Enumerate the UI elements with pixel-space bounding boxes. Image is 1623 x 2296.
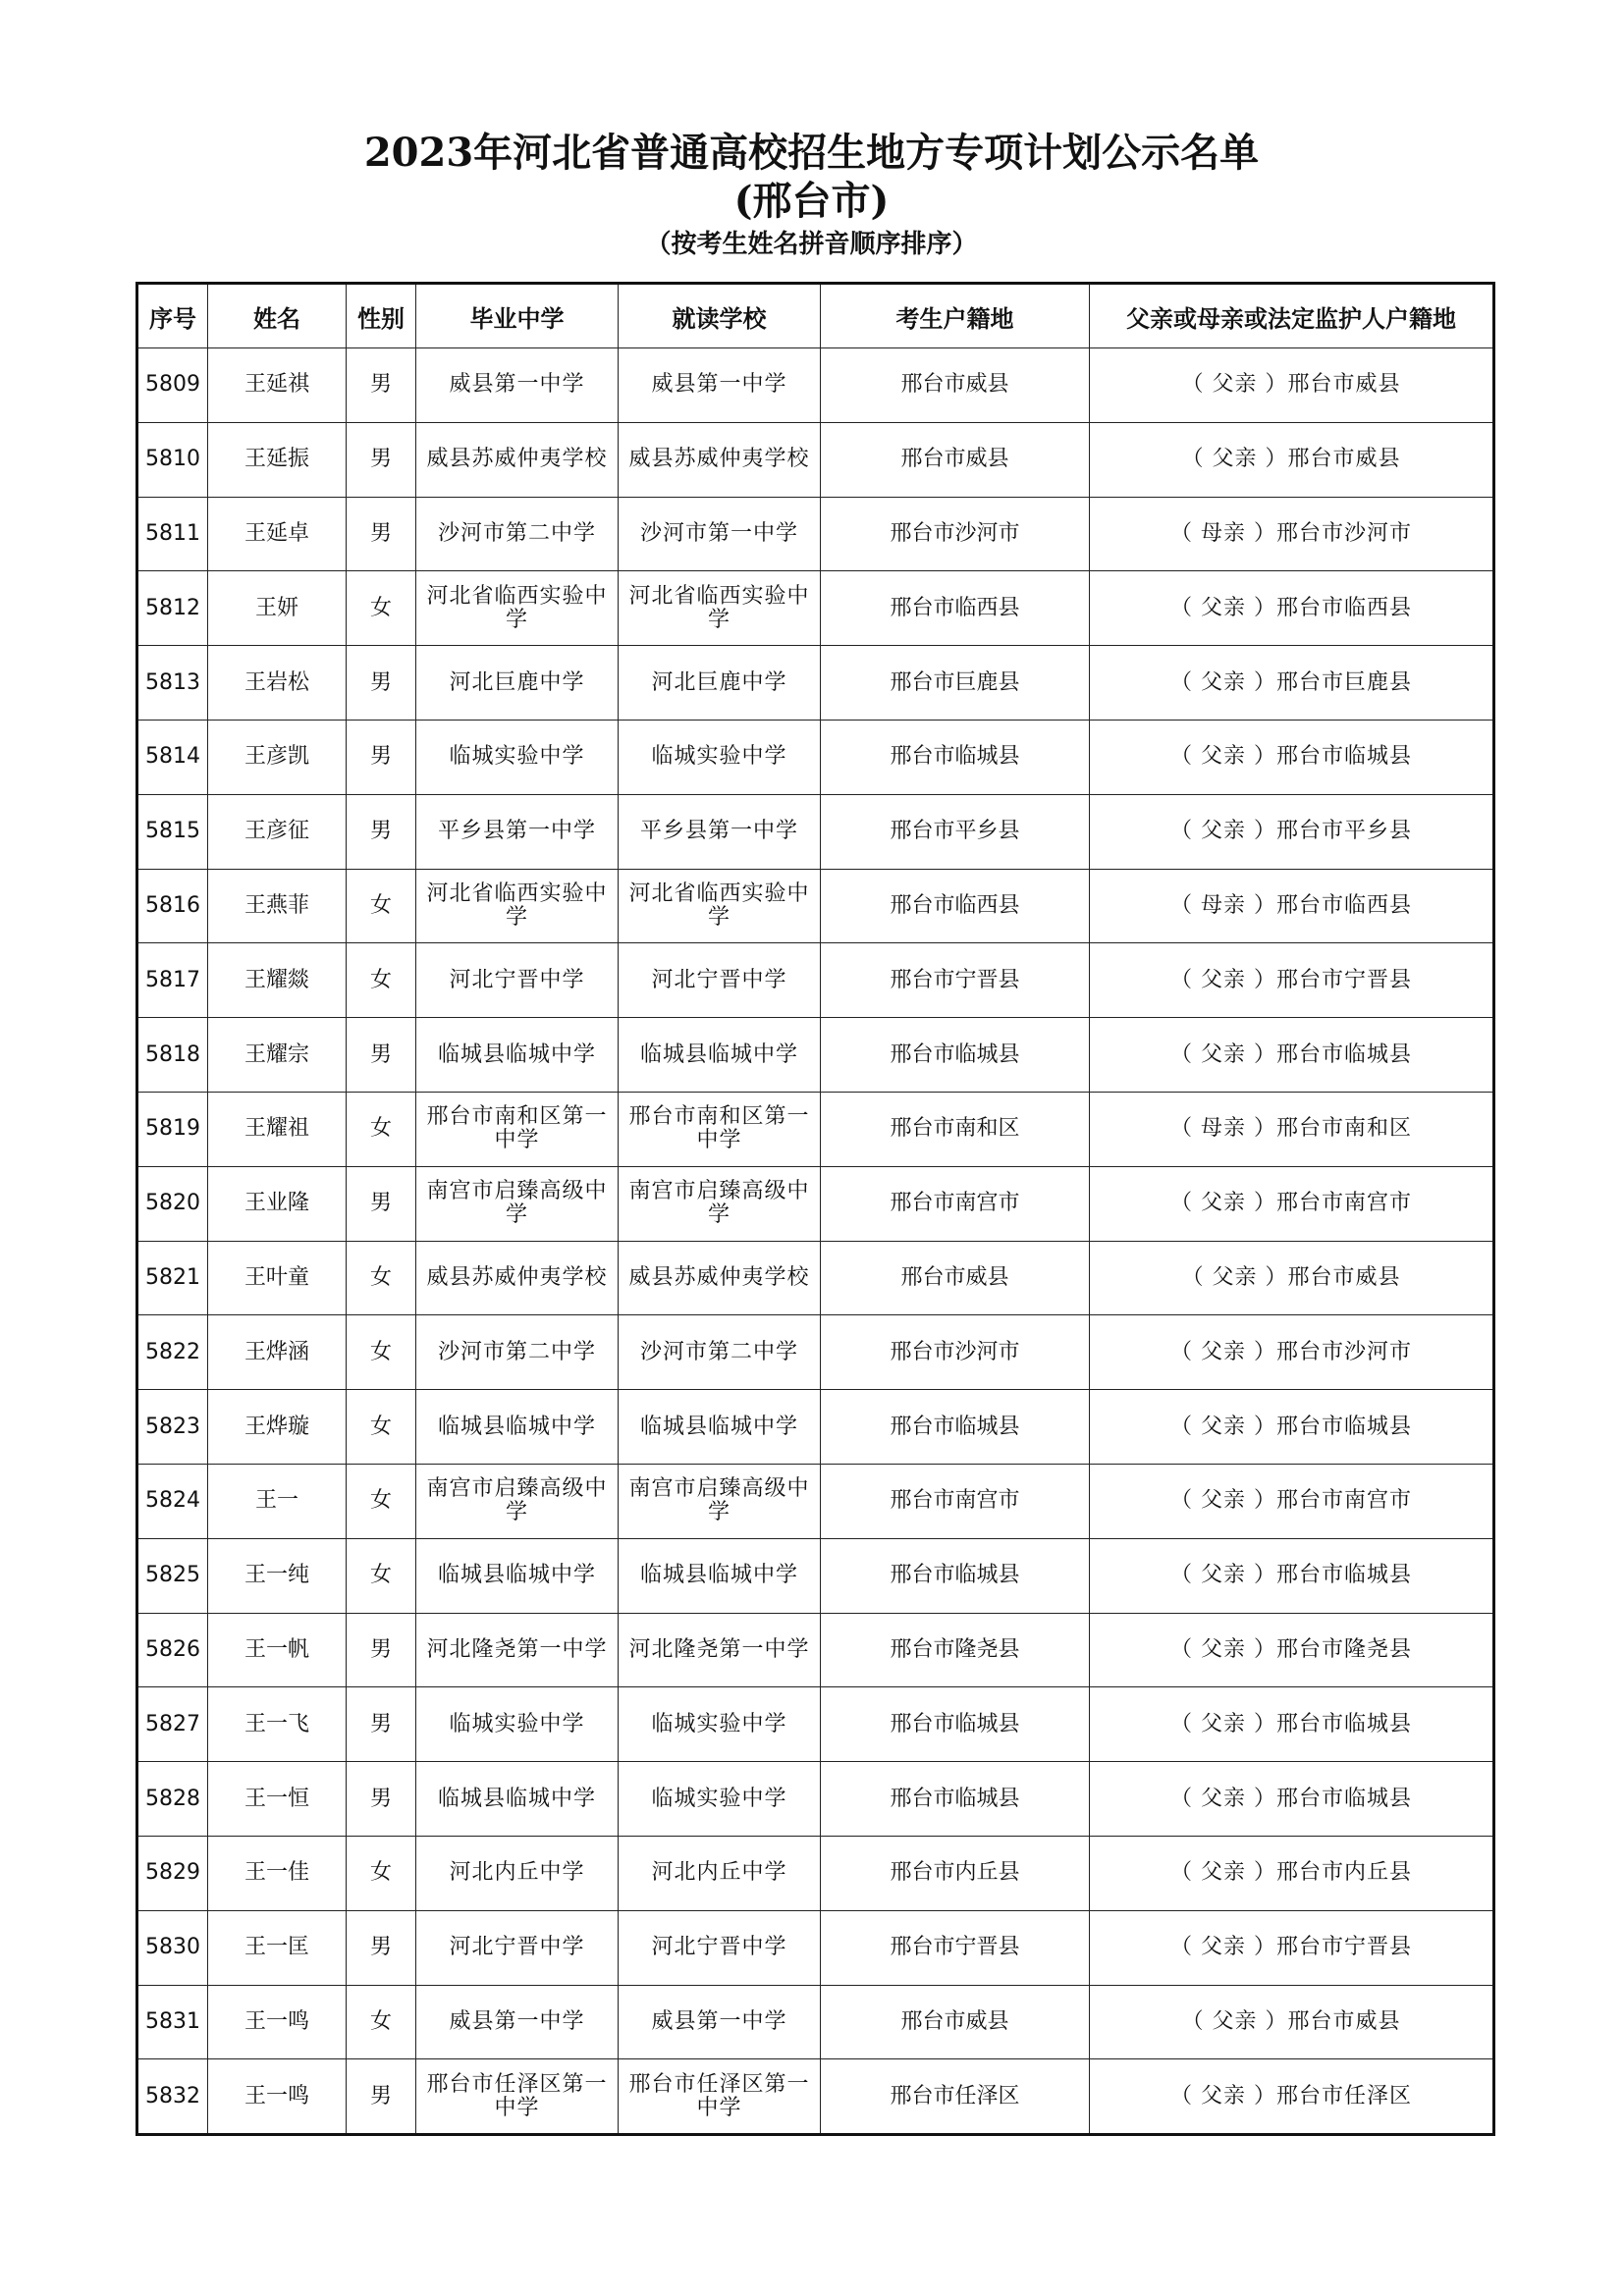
cell-name: 王烨涵: [208, 1315, 347, 1390]
cell-no: 5811: [137, 497, 208, 571]
sort-note: （按考生姓名拼音顺序排序）: [645, 230, 978, 259]
table-header-row: [137, 284, 1494, 348]
cell-grad-school: 威县第一中学: [416, 1985, 619, 2059]
table-row: [137, 869, 1494, 943]
table-row: [137, 497, 1494, 571]
cell-guardian-residence: （ 父亲 ）邢台市隆尧县: [1090, 1613, 1494, 1687]
cell-residence: 邢台市沙河市: [821, 1315, 1090, 1390]
cell-residence: 邢台市临城县: [821, 1018, 1090, 1093]
cell-grad-school: 河北巨鹿中学: [416, 646, 619, 721]
table-row: [137, 1390, 1494, 1465]
table-row: [137, 2059, 1494, 2135]
table-row: [137, 1762, 1494, 1837]
header-current-school: 就读学校: [619, 284, 821, 348]
cell-current-school: 南宫市启臻高级中学: [619, 1166, 821, 1241]
table-row: [137, 943, 1494, 1018]
cell-gender: 男: [347, 422, 416, 497]
cell-no: 5810: [137, 422, 208, 497]
table-row: [137, 1985, 1494, 2059]
cell-grad-school: 河北省临西实验中学: [416, 571, 619, 646]
roster-table: [135, 282, 1495, 2136]
cell-no: 5832: [137, 2059, 208, 2135]
cell-grad-school: 河北省临西实验中学: [416, 869, 619, 943]
cell-residence: 邢台市威县: [821, 1985, 1090, 2059]
cell-name: 王耀祖: [208, 1092, 347, 1166]
cell-current-school: 临城实验中学: [619, 720, 821, 794]
cell-no: 5829: [137, 1836, 208, 1910]
table-body: [137, 348, 1494, 2135]
cell-guardian-residence: （ 母亲 ）邢台市南和区: [1090, 1092, 1494, 1166]
cell-gender: 女: [347, 1985, 416, 2059]
cell-guardian-residence: （ 父亲 ）邢台市临城县: [1090, 1390, 1494, 1465]
cell-no: 5812: [137, 571, 208, 646]
cell-name: 王燕菲: [208, 869, 347, 943]
cell-current-school: 邢台市任泽区第一中学: [619, 2059, 821, 2135]
cell-name: 王耀燚: [208, 943, 347, 1018]
cell-grad-school: 临城县临城中学: [416, 1762, 619, 1837]
cell-grad-school: 临城实验中学: [416, 720, 619, 794]
cell-guardian-residence: （ 父亲 ）邢台市临城县: [1090, 1762, 1494, 1837]
cell-current-school: 临城县临城中学: [619, 1538, 821, 1613]
cell-name: 王妍: [208, 571, 347, 646]
cell-current-school: 平乡县第一中学: [619, 794, 821, 869]
cell-guardian-residence: （ 父亲 ）邢台市任泽区: [1090, 2059, 1494, 2135]
cell-no: 5814: [137, 720, 208, 794]
cell-gender: 男: [347, 1687, 416, 1762]
cell-name: 王一纯: [208, 1538, 347, 1613]
cell-grad-school: 南宫市启臻高级中学: [416, 1166, 619, 1241]
cell-no: 5819: [137, 1092, 208, 1166]
cell-residence: 邢台市巨鹿县: [821, 646, 1090, 721]
cell-no: 5830: [137, 1910, 208, 1985]
cell-name: 王一飞: [208, 1687, 347, 1762]
table-row: [137, 1092, 1494, 1166]
cell-guardian-residence: （ 父亲 ）邢台市宁晋县: [1090, 1910, 1494, 1985]
cell-residence: 邢台市宁晋县: [821, 1910, 1090, 1985]
cell-gender: 男: [347, 720, 416, 794]
table-row: [137, 571, 1494, 646]
cell-gender: 男: [347, 1613, 416, 1687]
cell-name: 王延振: [208, 422, 347, 497]
cell-gender: 女: [347, 943, 416, 1018]
cell-name: 王业隆: [208, 1166, 347, 1241]
cell-residence: 邢台市临城县: [821, 1390, 1090, 1465]
cell-no: 5824: [137, 1464, 208, 1538]
cell-current-school: 临城县临城中学: [619, 1018, 821, 1093]
cell-no: 5820: [137, 1166, 208, 1241]
cell-guardian-residence: （ 父亲 ）邢台市威县: [1090, 1985, 1494, 2059]
cell-name: 王彦征: [208, 794, 347, 869]
cell-grad-school: 沙河市第二中学: [416, 497, 619, 571]
cell-residence: 邢台市临城县: [821, 1762, 1090, 1837]
header-gender: 性别: [347, 284, 416, 348]
cell-current-school: 河北省临西实验中学: [619, 571, 821, 646]
cell-grad-school: 平乡县第一中学: [416, 794, 619, 869]
cell-grad-school: 临城县临城中学: [416, 1390, 619, 1465]
cell-grad-school: 河北宁晋中学: [416, 1910, 619, 1985]
cell-guardian-residence: （ 父亲 ）邢台市临城县: [1090, 720, 1494, 794]
cell-guardian-residence: （ 父亲 ）邢台市临西县: [1090, 571, 1494, 646]
cell-gender: 男: [347, 1166, 416, 1241]
cell-guardian-residence: （ 父亲 ）邢台市巨鹿县: [1090, 646, 1494, 721]
cell-grad-school: 邢台市任泽区第一中学: [416, 2059, 619, 2135]
cell-gender: 女: [347, 1092, 416, 1166]
cell-current-school: 威县第一中学: [619, 1985, 821, 2059]
cell-name: 王叶童: [208, 1241, 347, 1315]
cell-current-school: 河北隆尧第一中学: [619, 1613, 821, 1687]
cell-grad-school: 临城县临城中学: [416, 1018, 619, 1093]
page-title: 2023年河北省普通高校招生地方专项计划公示名单: [363, 130, 1260, 176]
cell-name: 王延祺: [208, 348, 347, 423]
cell-gender: 女: [347, 1390, 416, 1465]
cell-no: 5809: [137, 348, 208, 423]
cell-name: 王一佳: [208, 1836, 347, 1910]
cell-guardian-residence: （ 父亲 ）邢台市威县: [1090, 422, 1494, 497]
cell-guardian-residence: （ 父亲 ）邢台市南宫市: [1090, 1166, 1494, 1241]
cell-grad-school: 临城实验中学: [416, 1687, 619, 1762]
cell-guardian-residence: （ 父亲 ）邢台市威县: [1090, 1241, 1494, 1315]
cell-gender: 女: [347, 869, 416, 943]
cell-grad-school: 沙河市第二中学: [416, 1315, 619, 1390]
cell-current-school: 河北内丘中学: [619, 1836, 821, 1910]
cell-no: 5825: [137, 1538, 208, 1613]
cell-gender: 女: [347, 571, 416, 646]
table-row: [137, 348, 1494, 423]
cell-gender: 男: [347, 348, 416, 423]
cell-guardian-residence: （ 父亲 ）邢台市平乡县: [1090, 794, 1494, 869]
cell-gender: 男: [347, 1910, 416, 1985]
cell-current-school: 威县苏威仲夷学校: [619, 422, 821, 497]
cell-grad-school: 威县第一中学: [416, 348, 619, 423]
cell-name: 王延卓: [208, 497, 347, 571]
cell-gender: 女: [347, 1464, 416, 1538]
cell-current-school: 临城实验中学: [619, 1762, 821, 1837]
cell-no: 5823: [137, 1390, 208, 1465]
cell-name: 王耀宗: [208, 1018, 347, 1093]
cell-grad-school: 威县苏威仲夷学校: [416, 422, 619, 497]
cell-name: 王一鸣: [208, 2059, 347, 2135]
cell-gender: 男: [347, 646, 416, 721]
cell-name: 王一帆: [208, 1613, 347, 1687]
table-row: [137, 794, 1494, 869]
cell-guardian-residence: （ 母亲 ）邢台市沙河市: [1090, 497, 1494, 571]
cell-gender: 女: [347, 1836, 416, 1910]
cell-current-school: 临城实验中学: [619, 1687, 821, 1762]
cell-residence: 邢台市临城县: [821, 1687, 1090, 1762]
table-row: [137, 1613, 1494, 1687]
cell-no: 5821: [137, 1241, 208, 1315]
cell-name: 王烨璇: [208, 1390, 347, 1465]
cell-residence: 邢台市威县: [821, 422, 1090, 497]
cell-current-school: 河北宁晋中学: [619, 1910, 821, 1985]
cell-residence: 邢台市威县: [821, 1241, 1090, 1315]
cell-current-school: 河北省临西实验中学: [619, 869, 821, 943]
cell-guardian-residence: （ 父亲 ）邢台市临城县: [1090, 1538, 1494, 1613]
cell-current-school: 南宫市启臻高级中学: [619, 1464, 821, 1538]
table-row: [137, 422, 1494, 497]
cell-residence: 邢台市内丘县: [821, 1836, 1090, 1910]
cell-guardian-residence: （ 父亲 ）邢台市宁晋县: [1090, 943, 1494, 1018]
cell-residence: 邢台市临西县: [821, 869, 1090, 943]
cell-name: 王岩松: [208, 646, 347, 721]
cell-current-school: 沙河市第二中学: [619, 1315, 821, 1390]
cell-guardian-residence: （ 父亲 ）邢台市南宫市: [1090, 1464, 1494, 1538]
table-row: [137, 1464, 1494, 1538]
cell-grad-school: 河北宁晋中学: [416, 943, 619, 1018]
table-row: [137, 1315, 1494, 1390]
cell-gender: 女: [347, 1538, 416, 1613]
table-row: [137, 720, 1494, 794]
cell-no: 5813: [137, 646, 208, 721]
cell-no: 5815: [137, 794, 208, 869]
table-row: [137, 1687, 1494, 1762]
cell-guardian-residence: （ 父亲 ）邢台市威县: [1090, 348, 1494, 423]
cell-residence: 邢台市临城县: [821, 720, 1090, 794]
cell-residence: 邢台市南和区: [821, 1092, 1090, 1166]
cell-current-school: 威县第一中学: [619, 348, 821, 423]
cell-current-school: 临城县临城中学: [619, 1390, 821, 1465]
cell-grad-school: 河北隆尧第一中学: [416, 1613, 619, 1687]
cell-residence: 邢台市临西县: [821, 571, 1090, 646]
table-row: [137, 1538, 1494, 1613]
cell-gender: 男: [347, 2059, 416, 2135]
cell-residence: 邢台市南宫市: [821, 1166, 1090, 1241]
cell-grad-school: 威县苏威仲夷学校: [416, 1241, 619, 1315]
cell-gender: 女: [347, 1241, 416, 1315]
cell-guardian-residence: （ 父亲 ）邢台市临城县: [1090, 1687, 1494, 1762]
table-row: [137, 646, 1494, 721]
cell-residence: 邢台市临城县: [821, 1538, 1090, 1613]
cell-gender: 男: [347, 1762, 416, 1837]
header-name: 姓名: [208, 284, 347, 348]
table-row: [137, 1910, 1494, 1985]
cell-current-school: 沙河市第一中学: [619, 497, 821, 571]
cell-no: 5826: [137, 1613, 208, 1687]
cell-name: 王一: [208, 1464, 347, 1538]
cell-gender: 男: [347, 497, 416, 571]
cell-no: 5828: [137, 1762, 208, 1837]
table-row: [137, 1241, 1494, 1315]
table-row: [137, 1018, 1494, 1093]
cell-no: 5816: [137, 869, 208, 943]
cell-grad-school: 河北内丘中学: [416, 1836, 619, 1910]
cell-current-school: 邢台市南和区第一中学: [619, 1092, 821, 1166]
cell-name: 王一恒: [208, 1762, 347, 1837]
cell-current-school: 河北宁晋中学: [619, 943, 821, 1018]
table-row: [137, 1836, 1494, 1910]
table-row: [137, 1166, 1494, 1241]
cell-guardian-residence: （ 父亲 ）邢台市沙河市: [1090, 1315, 1494, 1390]
cell-residence: 邢台市任泽区: [821, 2059, 1090, 2135]
cell-guardian-residence: （ 父亲 ）邢台市内丘县: [1090, 1836, 1494, 1910]
cell-guardian-residence: （ 母亲 ）邢台市临西县: [1090, 869, 1494, 943]
cell-guardian-residence: （ 父亲 ）邢台市临城县: [1090, 1018, 1494, 1093]
cell-residence: 邢台市威县: [821, 348, 1090, 423]
cell-residence: 邢台市沙河市: [821, 497, 1090, 571]
cell-residence: 邢台市隆尧县: [821, 1613, 1090, 1687]
header-no: 序号: [137, 284, 208, 348]
cell-residence: 邢台市南宫市: [821, 1464, 1090, 1538]
cell-no: 5827: [137, 1687, 208, 1762]
cell-gender: 男: [347, 794, 416, 869]
cell-gender: 男: [347, 1018, 416, 1093]
header-residence: 考生户籍地: [821, 284, 1090, 348]
cell-grad-school: 临城县临城中学: [416, 1538, 619, 1613]
cell-no: 5822: [137, 1315, 208, 1390]
cell-no: 5831: [137, 1985, 208, 2059]
cell-residence: 邢台市平乡县: [821, 794, 1090, 869]
cell-current-school: 河北巨鹿中学: [619, 646, 821, 721]
cell-no: 5817: [137, 943, 208, 1018]
cell-name: 王一鸣: [208, 1985, 347, 2059]
cell-gender: 女: [347, 1315, 416, 1390]
cell-name: 王彦凯: [208, 720, 347, 794]
header-grad-school: 毕业中学: [416, 284, 619, 348]
cell-grad-school: 南宫市启臻高级中学: [416, 1464, 619, 1538]
cell-current-school: 威县苏威仲夷学校: [619, 1241, 821, 1315]
cell-grad-school: 邢台市南和区第一中学: [416, 1092, 619, 1166]
cell-name: 王一匡: [208, 1910, 347, 1985]
header-guardian-residence: 父亲或母亲或法定监护人户籍地: [1090, 284, 1494, 348]
cell-residence: 邢台市宁晋县: [821, 943, 1090, 1018]
cell-no: 5818: [137, 1018, 208, 1093]
page-subtitle: (邢台市): [733, 178, 890, 224]
